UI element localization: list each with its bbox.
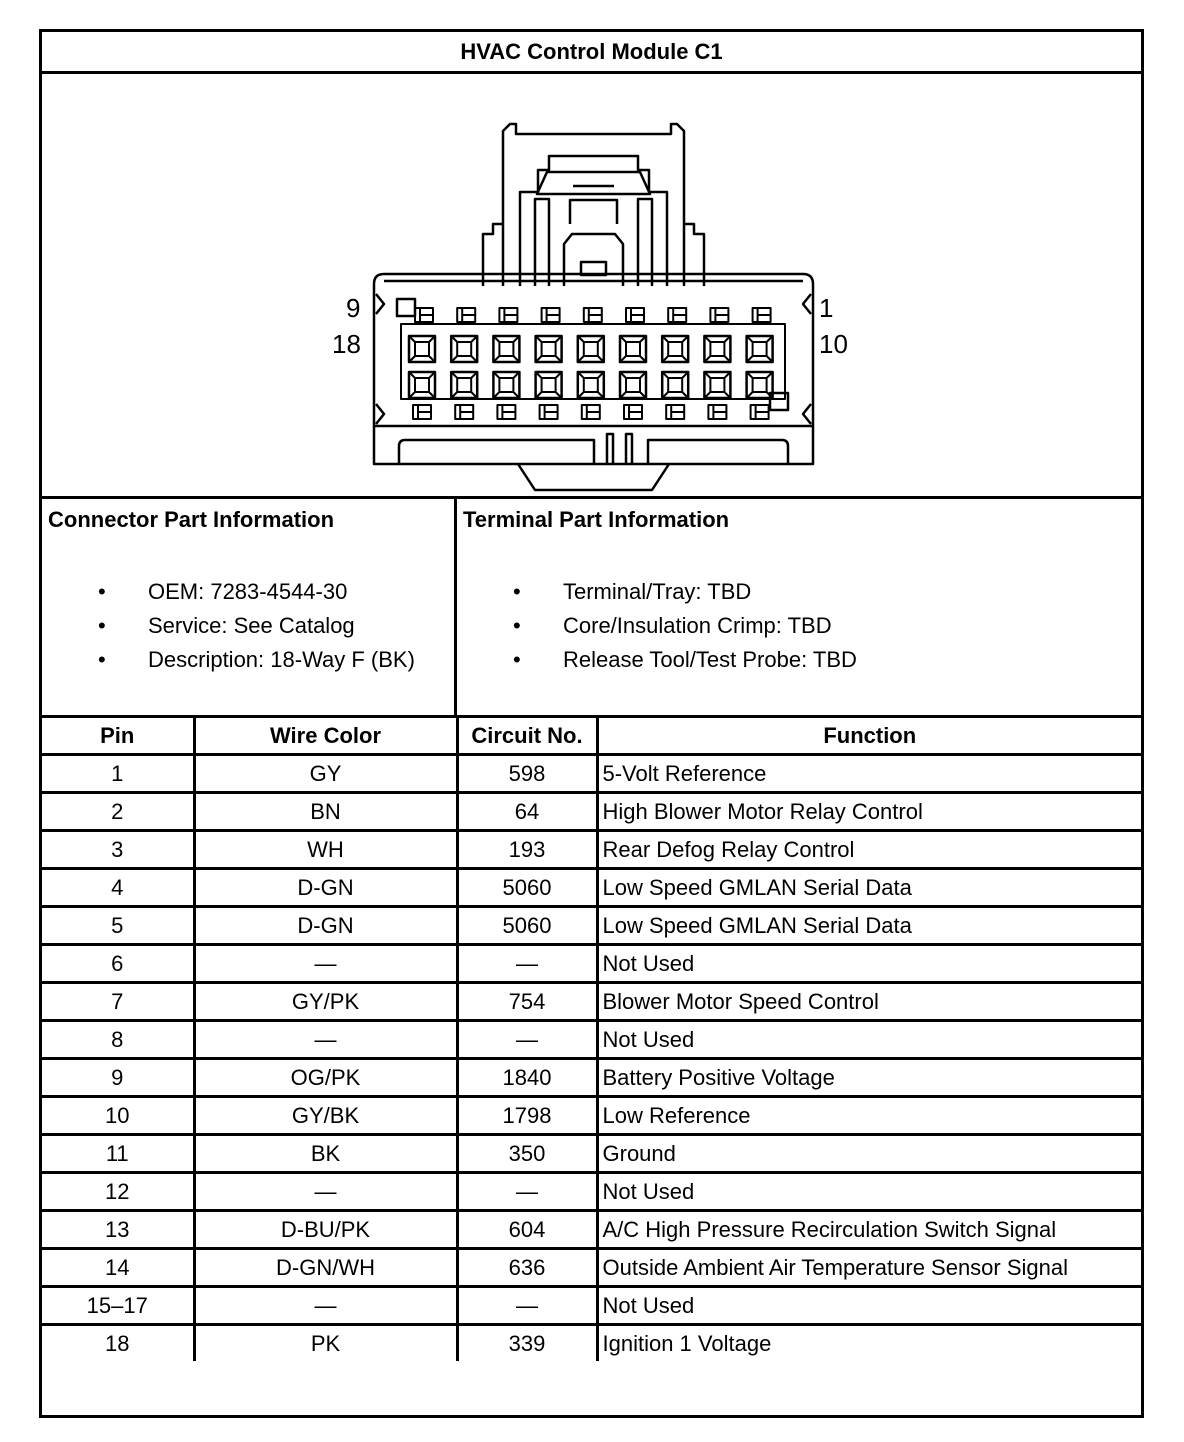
- terminal-info-heading: Terminal Part Information: [463, 507, 730, 532]
- cell-function: Low Speed GMLAN Serial Data: [597, 869, 1141, 907]
- bullet-icon: •: [98, 613, 106, 638]
- terminal-info-item: • Core/Insulation Crimp: TBD: [457, 609, 857, 643]
- bullet-icon: •: [513, 613, 521, 638]
- pinout-table: [42, 718, 1141, 1361]
- table-row: [42, 1021, 1141, 1059]
- connector-side-notch-left: [376, 294, 384, 314]
- pin-cavity-16: [493, 372, 519, 398]
- cell-function: Not Used: [597, 1287, 1141, 1325]
- connector-info-item: • OEM: 7283-4544-30: [42, 575, 415, 609]
- table-row: [42, 1211, 1141, 1249]
- pin-label-10: 10: [819, 329, 848, 359]
- cell-circuit-no: —: [457, 1173, 597, 1211]
- cell-pin: 12: [42, 1173, 194, 1211]
- cell-function: Not Used: [597, 945, 1141, 983]
- cell-function: A/C High Pressure Recirculation Switch Signal: [597, 1211, 1141, 1249]
- connector-info-item: • Service: See Catalog: [42, 609, 415, 643]
- pinout-rows: [42, 755, 1141, 1362]
- cell-wire-color: D-BU/PK: [194, 1211, 457, 1249]
- cell-wire-color: —: [194, 1173, 457, 1211]
- connector-side-notch-right-low: [803, 404, 811, 424]
- cell-wire-color: —: [194, 1021, 457, 1059]
- table-row: [42, 1325, 1141, 1362]
- header-wire-color: Wire Color: [194, 718, 457, 755]
- cell-wire-color: —: [194, 945, 457, 983]
- connector-key-rib-2: [626, 434, 632, 464]
- terminal-lock-window: [751, 405, 769, 419]
- terminal-lock-window: [415, 308, 433, 322]
- connector-info-item: • Description: 18-Way F (BK): [42, 643, 415, 677]
- cell-circuit-no: 350: [457, 1135, 597, 1173]
- cell-circuit-no: 598: [457, 755, 597, 793]
- pin-cavity-9: [409, 336, 435, 362]
- connector-latch-ear-left: [483, 224, 503, 286]
- terminal-lock-window: [753, 308, 771, 322]
- cell-pin: 4: [42, 869, 194, 907]
- connector-side-notch-right: [803, 294, 811, 314]
- bullet-icon: •: [98, 647, 106, 672]
- terminal-lock-window: [499, 308, 517, 322]
- cell-pin: 13: [42, 1211, 194, 1249]
- cell-pin: 6: [42, 945, 194, 983]
- cell-wire-color: BN: [194, 793, 457, 831]
- terminal-lock-window: [455, 405, 473, 419]
- table-row: [42, 1173, 1141, 1211]
- pin-cavity-8: [451, 336, 477, 362]
- header-pin: Pin: [42, 718, 194, 755]
- table-row: [42, 1135, 1141, 1173]
- connector-info-heading: Connector Part Information: [48, 507, 335, 532]
- pin-cavity-6: [536, 336, 562, 362]
- pin-cavity-3: [662, 336, 688, 362]
- cell-function: Not Used: [597, 1173, 1141, 1211]
- connector-latch-tab: [564, 234, 623, 286]
- pin-cavity-10: [747, 372, 773, 398]
- pin-cavity-7: [493, 336, 519, 362]
- cell-circuit-no: 339: [457, 1325, 597, 1362]
- header-function: Function: [597, 718, 1141, 755]
- table-row: [42, 1249, 1141, 1287]
- cell-circuit-no: 636: [457, 1249, 597, 1287]
- connector-part-info: [42, 499, 457, 715]
- connector-face-drawing: [42, 74, 1141, 496]
- cell-circuit-no: 754: [457, 983, 597, 1021]
- terminal-lock-window: [624, 405, 642, 419]
- cell-pin: 14: [42, 1249, 194, 1287]
- cell-wire-color: OG/PK: [194, 1059, 457, 1097]
- pin-cavity-15: [536, 372, 562, 398]
- terminal-info-list: [457, 575, 857, 677]
- table-row: [42, 831, 1141, 869]
- header-circuit-no: Circuit No.: [457, 718, 597, 755]
- table-row: [42, 1059, 1141, 1097]
- terminal-lock-window: [582, 405, 600, 419]
- cell-pin: 5: [42, 907, 194, 945]
- terminal-lock-window: [626, 308, 644, 322]
- cell-circuit-no: 5060: [457, 869, 597, 907]
- connector-bottom-tab: [518, 464, 669, 490]
- pin-cavity-1: [747, 336, 773, 362]
- cell-wire-color: PK: [194, 1325, 457, 1362]
- part-information: [42, 499, 1141, 718]
- terminal-lock-window: [540, 405, 558, 419]
- page-title: HVAC Control Module C1: [42, 32, 1141, 74]
- connector-bottom-slot-right: [648, 440, 788, 464]
- cell-pin: 8: [42, 1021, 194, 1059]
- pin-cavity-12: [662, 372, 688, 398]
- table-row: [42, 945, 1141, 983]
- cell-circuit-no: 64: [457, 793, 597, 831]
- cell-function: Ground: [597, 1135, 1141, 1173]
- terminal-lock-window: [497, 405, 515, 419]
- cell-pin: 9: [42, 1059, 194, 1097]
- pin-cavity-14: [578, 372, 604, 398]
- cell-pin: 2: [42, 793, 194, 831]
- cell-wire-color: WH: [194, 831, 457, 869]
- cell-circuit-no: —: [457, 1021, 597, 1059]
- cell-circuit-no: 193: [457, 831, 597, 869]
- cell-pin: 15–17: [42, 1287, 194, 1325]
- connector-latch-inner: [570, 200, 617, 224]
- table-row: [42, 869, 1141, 907]
- terminal-lock-window: [413, 405, 431, 419]
- cell-circuit-no: —: [457, 945, 597, 983]
- cell-wire-color: BK: [194, 1135, 457, 1173]
- cell-wire-color: D-GN: [194, 907, 457, 945]
- cell-pin: 11: [42, 1135, 194, 1173]
- cell-circuit-no: —: [457, 1287, 597, 1325]
- pin-label-1: 1: [819, 293, 834, 323]
- pin-cavity-18: [409, 372, 435, 398]
- cell-pin: 3: [42, 831, 194, 869]
- table-row: [42, 1097, 1141, 1135]
- connector-bottom-slot-left: [399, 440, 594, 464]
- terminal-lock-window: [666, 405, 684, 419]
- cell-function: Battery Positive Voltage: [597, 1059, 1141, 1097]
- terminal-lock-window: [457, 308, 475, 322]
- cell-wire-color: GY: [194, 755, 457, 793]
- terminal-info-item: • Release Tool/Test Probe: TBD: [457, 643, 857, 677]
- table-row: [42, 1287, 1141, 1325]
- bullet-icon: •: [513, 579, 521, 604]
- terminal-lock-window: [710, 308, 728, 322]
- cell-circuit-no: 604: [457, 1211, 597, 1249]
- connector-key-rib-1: [607, 434, 613, 464]
- pin-cavity-4: [620, 336, 646, 362]
- terminal-lock-window: [584, 308, 602, 322]
- cell-wire-color: D-GN/WH: [194, 1249, 457, 1287]
- bullet-icon: •: [98, 579, 106, 604]
- connector-side-notch-left-low: [376, 404, 384, 424]
- terminal-part-info: [457, 499, 1141, 715]
- pin-label-18: 18: [332, 329, 361, 359]
- cell-circuit-no: 1798: [457, 1097, 597, 1135]
- connector-corner-key-top: [397, 299, 415, 316]
- cell-function: 5-Volt Reference: [597, 755, 1141, 793]
- cell-function: Low Speed GMLAN Serial Data: [597, 907, 1141, 945]
- cell-function: Outside Ambient Air Temperature Sensor Signal: [597, 1249, 1141, 1287]
- connector-latch-ear-right: [684, 224, 704, 286]
- table-row: [42, 983, 1141, 1021]
- connector-latch-top: [537, 172, 650, 194]
- cell-circuit-no: 1840: [457, 1059, 597, 1097]
- terminal-info-item: • Terminal/Tray: TBD: [457, 575, 857, 609]
- cell-function: Rear Defog Relay Control: [597, 831, 1141, 869]
- cell-wire-color: D-GN: [194, 869, 457, 907]
- table-header-row: [42, 718, 1141, 755]
- bullet-icon: •: [513, 647, 521, 672]
- cell-wire-color: GY/BK: [194, 1097, 457, 1135]
- pin-label-9: 9: [346, 293, 361, 323]
- cell-function: Ignition 1 Voltage: [597, 1325, 1141, 1362]
- pin-cavity-2: [704, 336, 730, 362]
- cell-pin: 18: [42, 1325, 194, 1362]
- pin-cavity-11: [704, 372, 730, 398]
- cell-circuit-no: 5060: [457, 907, 597, 945]
- pin-cavity-13: [620, 372, 646, 398]
- terminal-lock-window: [668, 308, 686, 322]
- table-row: [42, 907, 1141, 945]
- cell-function: Low Reference: [597, 1097, 1141, 1135]
- pin-cavity-17: [451, 372, 477, 398]
- terminal-lock-window: [542, 308, 560, 322]
- connector-latch-frame: [520, 156, 667, 286]
- cell-function: Not Used: [597, 1021, 1141, 1059]
- connector-info-list: [42, 575, 415, 677]
- cell-pin: 10: [42, 1097, 194, 1135]
- cell-function: High Blower Motor Relay Control: [597, 793, 1141, 831]
- cell-pin: 1: [42, 755, 194, 793]
- cell-pin: 7: [42, 983, 194, 1021]
- cell-wire-color: GY/PK: [194, 983, 457, 1021]
- cell-wire-color: —: [194, 1287, 457, 1325]
- connector-sheet: [39, 29, 1144, 1418]
- table-row: [42, 755, 1141, 793]
- table-row: [42, 793, 1141, 831]
- connector-body: [374, 274, 813, 464]
- pin-cavity-5: [578, 336, 604, 362]
- connector-diagram: [42, 74, 1141, 499]
- cell-function: Blower Motor Speed Control: [597, 983, 1141, 1021]
- terminal-lock-window: [708, 405, 726, 419]
